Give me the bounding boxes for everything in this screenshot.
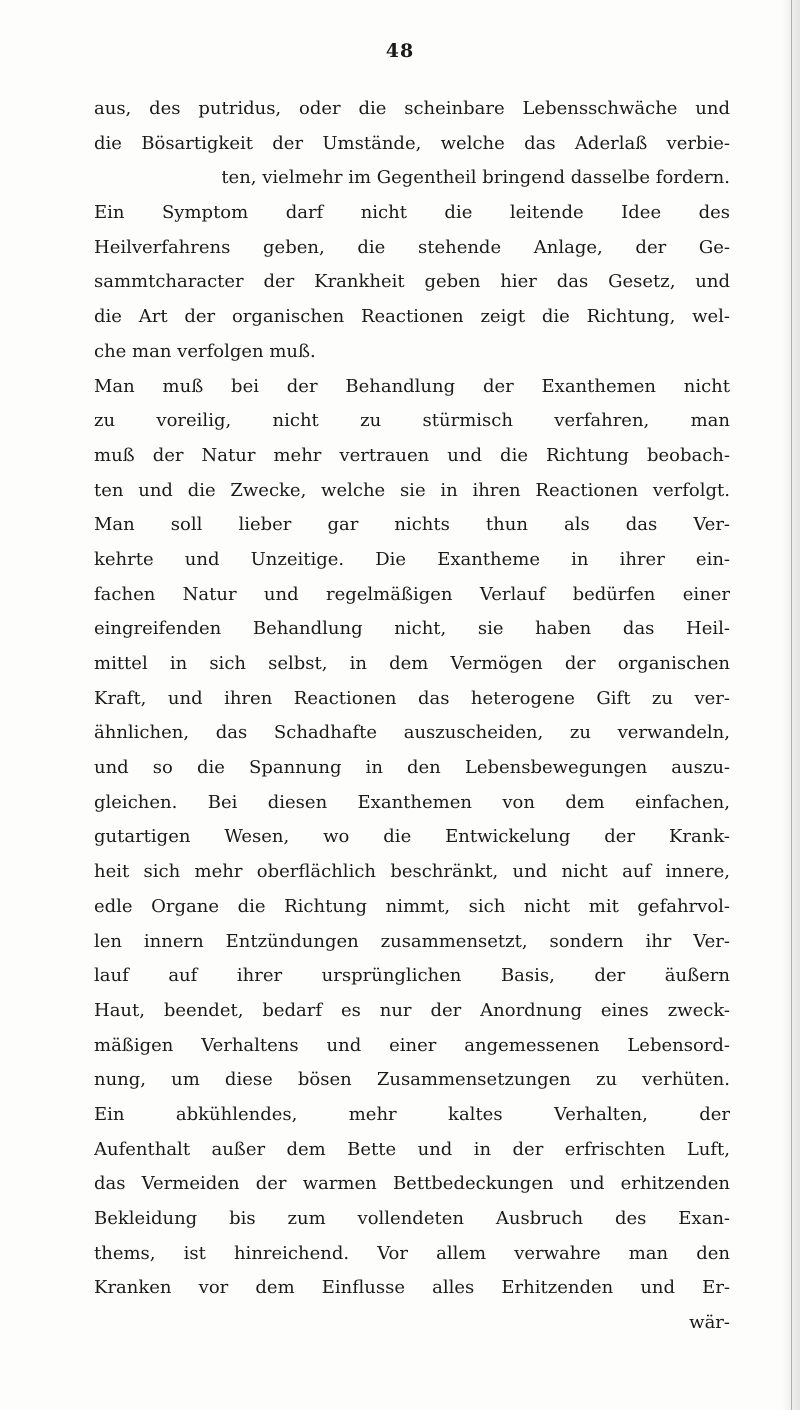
text-line: Kraft, und ihren Reactionen das heterogene Gift zu ver-: [94, 687, 730, 709]
text-line: Man muß bei der Behandlung der Exanthemen nicht: [94, 375, 730, 397]
text-line: mäßigen Verhaltens und einer angemessenen Lebensord-: [94, 1034, 730, 1056]
text-line: und so die Spannung in den Lebensbewegungen auszu-: [94, 757, 730, 779]
text-line: ten, vielmehr im Gegentheil bringend dasselbe fordern.: [221, 167, 730, 189]
text-line: edle Organe die Richtung nimmt, sich nicht mit gefahrvol-: [94, 895, 730, 917]
text-line: che man verfolgen muß.: [94, 340, 316, 362]
catchword: wär-: [689, 1312, 730, 1334]
text-line: die Bösartigkeit der Umstände, welche das Aderlaß verbie-: [94, 132, 730, 154]
text-line: heit sich mehr oberflächlich beschränkt, und nicht auf innere,: [94, 861, 730, 883]
text-line: Man soll lieber gar nichts thun als das Ver-: [94, 514, 730, 536]
text-line: nung, um diese bösen Zusammensetzungen zu verhüten.: [94, 1069, 730, 1091]
text-line: zu voreilig, nicht zu stürmisch verfahren, man: [94, 410, 730, 432]
text-line: fachen Natur und regelmäßigen Verlauf bedürfen einer: [94, 583, 730, 605]
text-line: Heilverfahrens geben, die stehende Anlage, der Ge-: [94, 236, 730, 258]
text-line: aus, des putridus, oder die scheinbare Lebensschwäche und: [94, 98, 730, 119]
text-line: eingreifenden Behandlung nicht, sie haben das Heil-: [94, 618, 730, 640]
text-line: Ein Symptom darf nicht die leitende Idee des: [94, 202, 730, 224]
text-line: gleichen. Bei diesen Exanthemen von dem einfachen,: [94, 791, 730, 813]
text-line: kehrte und Unzeitige. Die Exantheme in ihrer ein-: [94, 548, 730, 570]
text-line: Aufenthalt außer dem Bette und in der erfrischten Luft,: [94, 1138, 730, 1160]
body-text: [94, 92, 730, 1341]
page-edge-shadow: [782, 0, 800, 1410]
text-line: Bekleidung bis zum vollendeten Ausbruch des Exan-: [94, 1208, 730, 1229]
text-line: ähnlichen, das Schadhafte auszuscheiden, zu verwandeln,: [94, 722, 730, 744]
text-line: muß der Natur mehr vertrauen und die Richtung beobach-: [94, 444, 730, 466]
text-line: len innern Entzündungen zusammensetzt, sondern ihr Ver-: [94, 930, 730, 952]
text-line: mittel in sich selbst, in dem Vermögen der organischen: [94, 653, 730, 674]
text-line: die Art der organischen Reactionen zeigt die Richtung, wel-: [94, 306, 730, 328]
text-line: Kranken vor dem Einflusse alles Erhitzenden und Er-: [94, 1277, 730, 1299]
text-line: Haut, beendet, bedarf es nur der Anordnung eines zweck-: [94, 999, 730, 1021]
text-line: thems, ist hinreichend. Vor allem verwahre man den: [94, 1242, 730, 1264]
text-line: lauf auf ihrer ursprünglichen Basis, der äußern: [94, 965, 730, 987]
text-line: ten und die Zwecke, welche sie in ihren Reactionen verfolgt.: [94, 479, 730, 501]
text-line: Ein abkühlendes, mehr kaltes Verhalten, der: [94, 1103, 730, 1125]
text-line: sammtcharacter der Krankheit geben hier das Gesetz, und: [94, 271, 730, 293]
page-number: 48: [385, 40, 415, 62]
text-line: das Vermeiden der warmen Bettbedeckungen und erhitzenden: [94, 1173, 730, 1195]
text-line: gutartigen Wesen, wo die Entwickelung der Krank-: [94, 826, 730, 848]
